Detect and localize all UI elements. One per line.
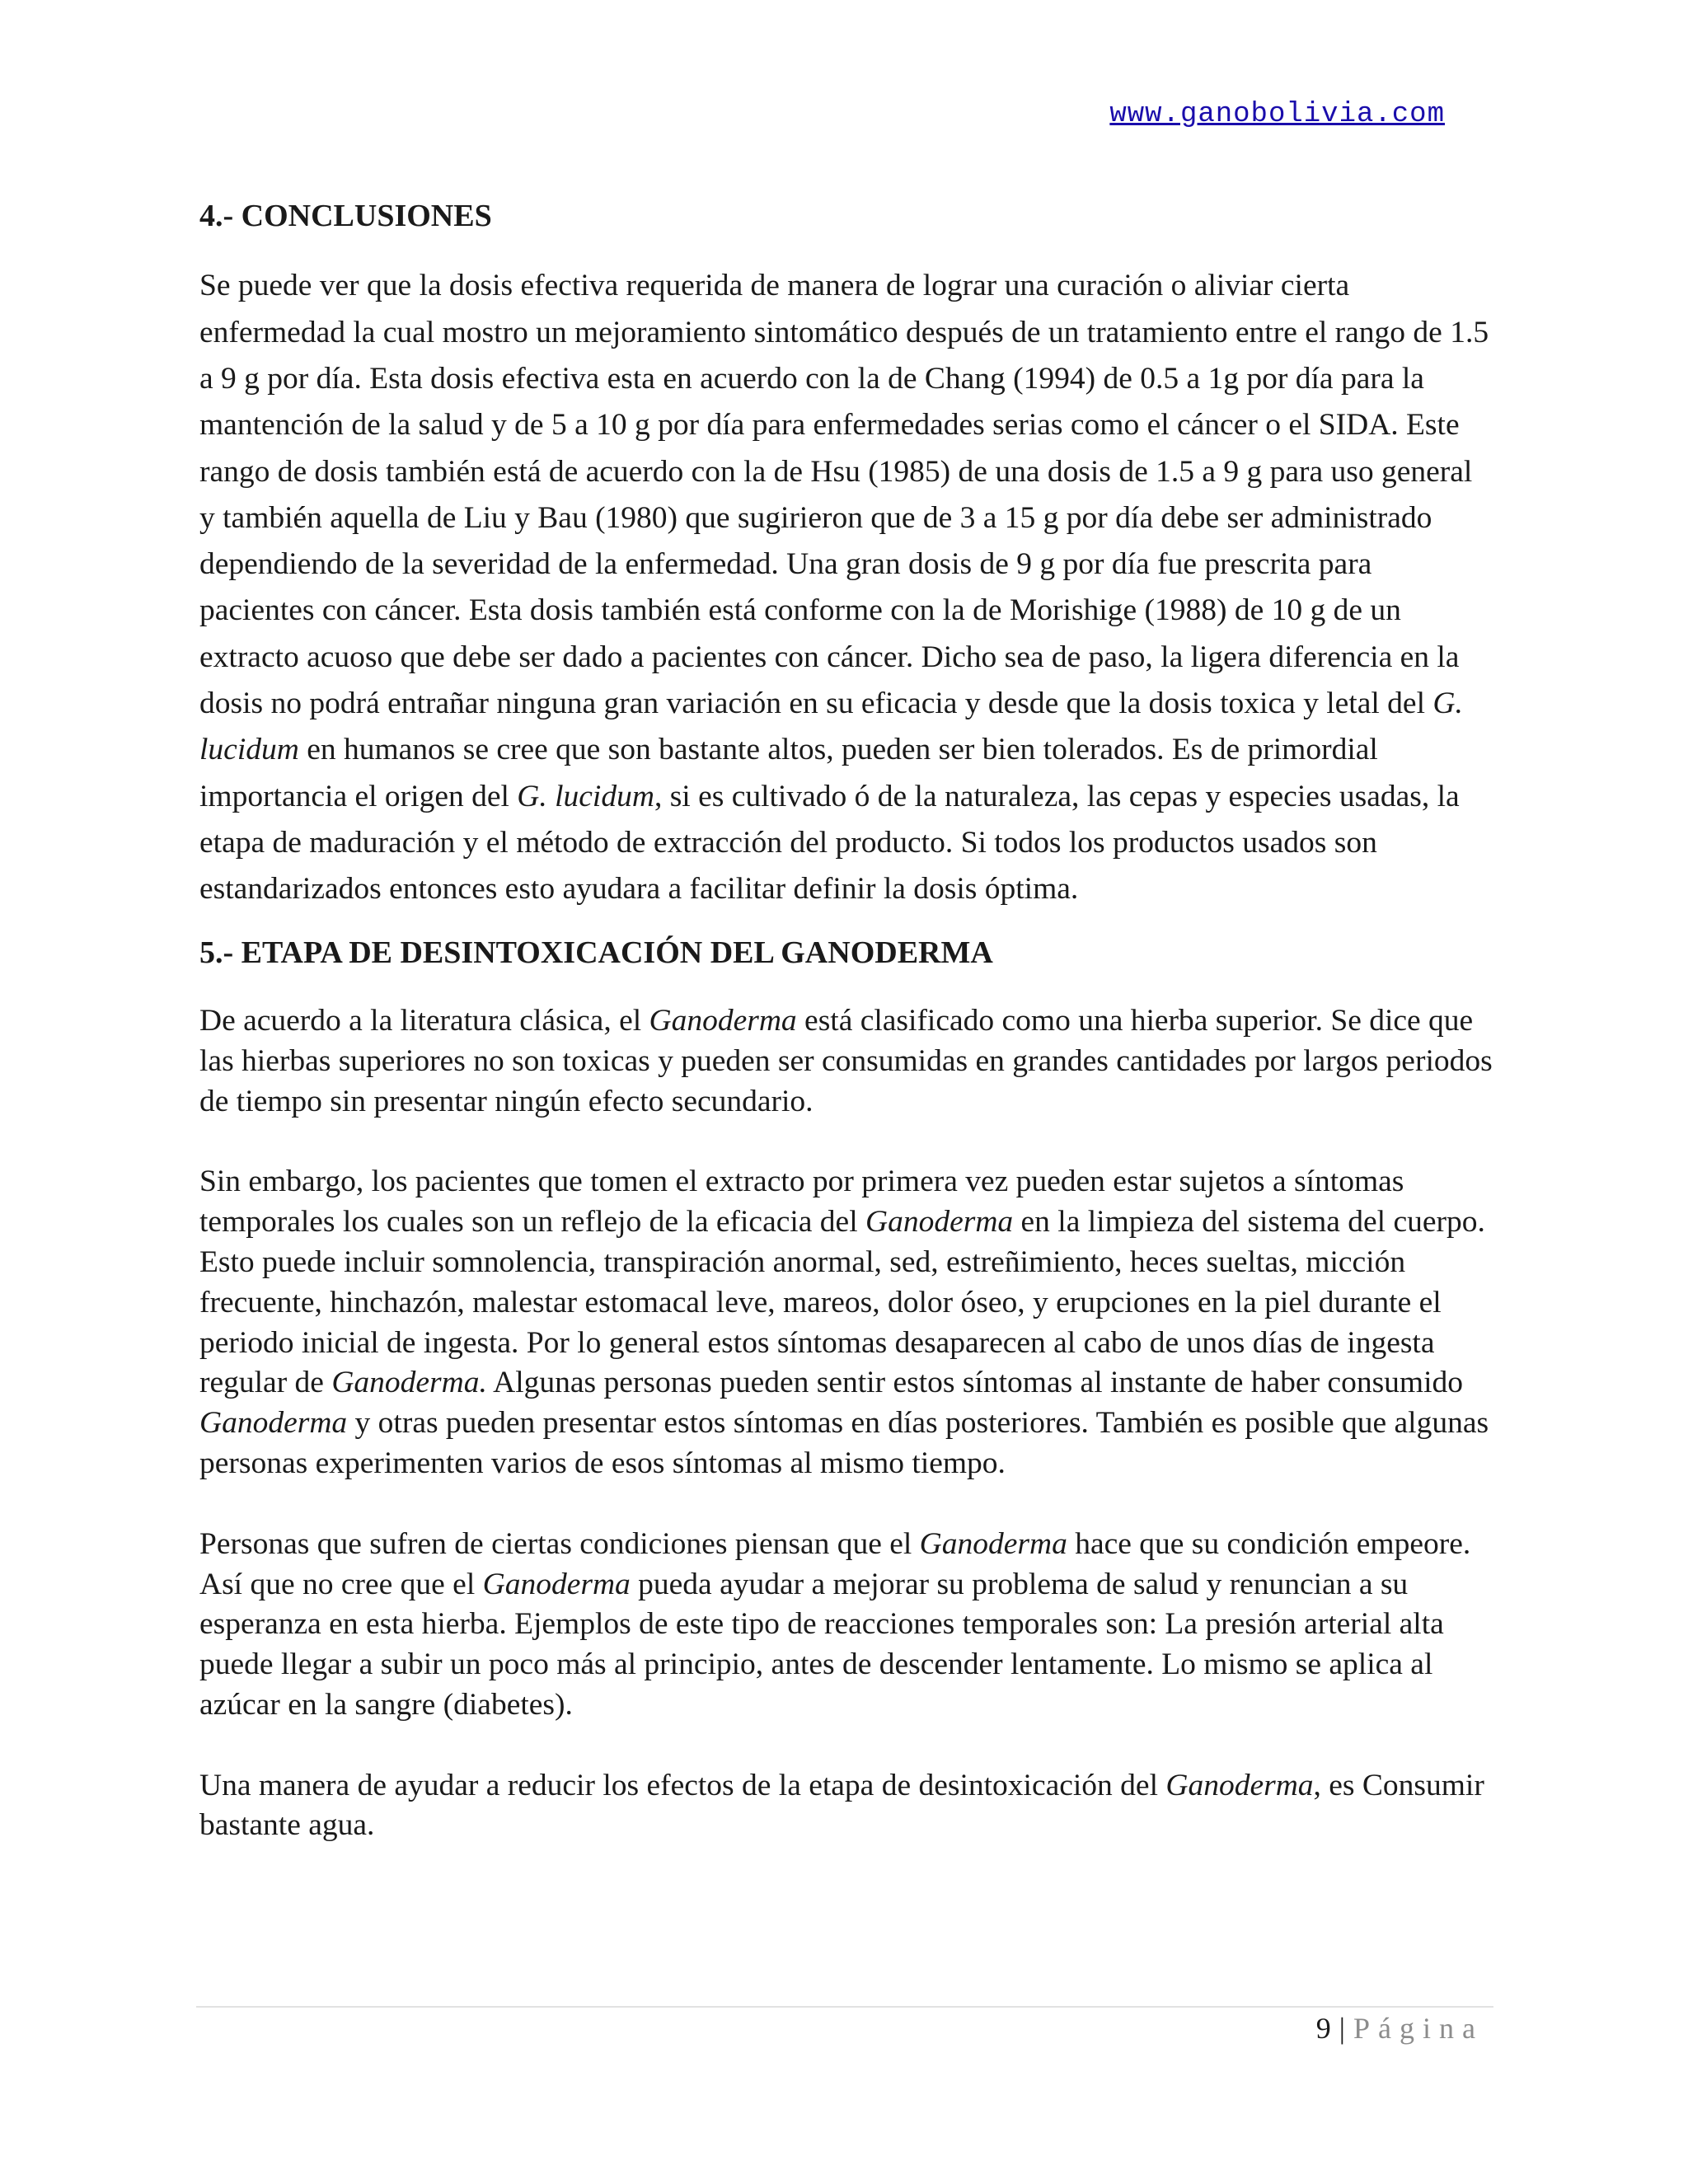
- text-run: hace que su condición empeore. Así que no cree que el: [199, 1526, 1471, 1601]
- text-run: Se puede ver que la dosis efectiva requerida de manera de lograr una curación o aliviar cierta enfermedad la cual mostro un mejoramiento sintomático después de un tratamiento entre el rango de 1.5 a 9 g por día. Esta dosis efectiva esta en acuerdo con la de Chang (1994) de 0.5 a 1g por día para la mantención de la salud y de 5 a 10 g por día para enfermedades serias como el cáncer o el SIDA. Este rango de dosis también está de acuerdo con la de Hsu (1985) de una dosis de 1.5 a 9 g para uso general y también aquella de Liu y Bau (1980) que sugirieron que de 3 a 15 g por día debe ser administrado dependiendo de la severidad de la enfermedad. Una gran dosis de 9 g por día fue prescrita para pacientes con cáncer. Esta dosis también está conforme con la de Morishige (1988) de 10 g de un extracto acuoso que debe ser dado a pacientes con cáncer. Dicho sea de paso, la ligera diferencia en la dosis no podrá entrañar ninguna gran variación en su eficacia y desde que la dosis toxica y letal del: [199, 269, 1489, 721]
- italic-term: G. lucidum: [199, 687, 1463, 767]
- paragraph-desintoxicacion-4: [199, 1766, 1493, 1847]
- italic-term: Ganoderma: [482, 1567, 631, 1601]
- page-footer: [1316, 2011, 1484, 2046]
- text-run: Sin embargo, los pacientes que tomen el extracto por primera vez pueden estar sujetos a síntomas temporales los cuales son un reflejo de la eficacia del: [199, 1165, 1404, 1240]
- text-run: , es Consumir bastante agua.: [199, 1768, 1484, 1843]
- text-run: y otras pueden presentar estos síntomas en días posteriores. También es posible que algunas personas experimenten varios de esos síntomas al mismo tiempo.: [199, 1406, 1489, 1480]
- italic-term: Ganoderma: [865, 1205, 1014, 1240]
- text-run: está clasificado como una hierba superior. Se dice que las hierbas superiores no son toxicas y pueden ser consumidas en grandes cantidades por largos periodos de tiempo sin presentar ningún efecto secundario.: [199, 1003, 1493, 1118]
- paragraph-desintoxicacion-3: [199, 1525, 1493, 1726]
- text-run: Una manera de ayudar a reducir los efectos de la etapa de desintoxicación del: [199, 1768, 1166, 1802]
- paragraph-desintoxicacion-1: [199, 1001, 1493, 1122]
- text-run: Algunas personas pueden sentir estos síntomas al instante de haber consumido: [486, 1366, 1464, 1400]
- footer-divider: [196, 2006, 1493, 2008]
- text-run: en humanos se cree que son bastante altos, pueden ser bien tolerados. Es de primordial importancia el origen del: [199, 733, 1378, 813]
- footer-separator: |: [1339, 2012, 1346, 2045]
- italic-term: Ganoderma: [199, 1406, 348, 1441]
- text-run: De acuerdo a la literatura clásica, el: [199, 1003, 649, 1038]
- italic-term: Ganoderma.: [331, 1366, 487, 1400]
- text-run: , si es cultivado ó de la naturaleza, las cepas y especies usadas, la etapa de maduración y el método de extracción del producto. Si todos los productos usados son estandarizados entonces esto ayudara a facilitar definir la dosis óptima.: [199, 779, 1460, 907]
- page-number: 9: [1315, 2012, 1331, 2045]
- italic-term: Ganoderma: [1165, 1768, 1314, 1802]
- document-body: [199, 196, 1493, 1846]
- website-link[interactable]: www.ganobolivia.com: [1109, 99, 1445, 130]
- italic-term: G. lucidum: [517, 779, 654, 813]
- page-label: Página: [1353, 2012, 1484, 2045]
- paragraph-conclusiones: [199, 263, 1493, 912]
- section-heading-conclusiones: 4.- CONCLUSIONES: [199, 199, 492, 233]
- italic-term: Ganoderma: [649, 1003, 797, 1038]
- text-run: en la limpieza del sistema del cuerpo. Esto puede incluir somnolencia, transpiración anormal, sed, estreñimiento, heces sueltas, micción frecuente, hinchazón, malestar estomacal leve, mareos, dolor óseo, y erupciones en la piel durante el periodo inicial de ingesta. Por lo general estos síntomas desaparecen al cabo de unos días de ingesta regular de: [199, 1205, 1485, 1400]
- paragraph-desintoxicacion-2: [199, 1162, 1493, 1483]
- text-run: Personas que sufren de ciertas condiciones piensan que el: [199, 1526, 920, 1561]
- text-run: pueda ayudar a mejorar su problema de salud y renuncian a su esperanza en esta hierba. Ejemplos de este tipo de reacciones temporales son: La presión arterial alta puede llegar a subir un poco más al principio, antes de descender lentamente. Lo mismo se aplica al azúcar en la sangre (diabetes).: [199, 1567, 1444, 1722]
- italic-term: Ganoderma: [919, 1526, 1067, 1561]
- section-heading-desintoxicacion: 5.- ETAPA DE DESINTOXICACIÓN DEL GANODERMA: [199, 935, 993, 970]
